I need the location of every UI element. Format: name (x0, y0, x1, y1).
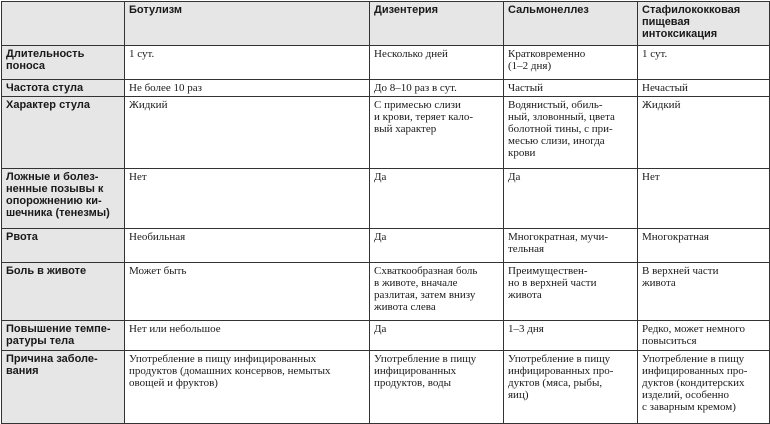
table-row (2, 229, 770, 263)
table-cell: Частый (504, 80, 638, 97)
table-cell: Многократная (638, 229, 770, 263)
header-staph-intoxication: Стафилококковая пищевая интоксикация (638, 2, 770, 46)
header-salmonellosis: Сальмонеллез (504, 2, 638, 46)
table-cell: Преимуществен- но в верхней части живота (504, 263, 638, 321)
table-cell: Нет (638, 169, 770, 229)
table-cell: Да (370, 229, 504, 263)
row-label: Рвота (2, 229, 125, 263)
table-cell: Водянистый, обиль- ный, зловонный, цвета болотной тины, с при- месью слизи, иногда крови (504, 97, 638, 169)
table-cell: Не более 10 раз (125, 80, 370, 97)
table-cell: Да (370, 169, 504, 229)
table-cell: С примесью слизи и крови, теряет кало- вый характер (370, 97, 504, 169)
table-cell: До 8–10 раз в сут. (370, 80, 504, 97)
table-cell: Может быть (125, 263, 370, 321)
table-cell: 1–3 дня (504, 321, 638, 351)
table-cell: Употребление в пищу инфицированных про- дуктов (кондитерских изделий, особенно с заварным кремом) (638, 351, 770, 424)
row-label: Длительность поноса (2, 46, 125, 80)
table-row (2, 80, 770, 97)
table-row (2, 46, 770, 80)
table-cell: 1 сут. (125, 46, 370, 80)
table-cell: Употребление в пищу инфицированных про- дуктов (мяса, рыбы, яиц) (504, 351, 638, 424)
header-row (2, 2, 770, 46)
header-botulism: Ботулизм (125, 2, 370, 46)
row-label: Ложные и болез- ненные позывы к опорожнению ки- шечника (тенезмы) (2, 169, 125, 229)
table-row (2, 263, 770, 321)
table-cell: Нет (125, 169, 370, 229)
table-cell: Несколько дней (370, 46, 504, 80)
table-cell: Да (504, 169, 638, 229)
table-row (2, 321, 770, 351)
header-corner (2, 2, 125, 46)
header-dysentery: Дизентерия (370, 2, 504, 46)
table-cell: В верхней части живота (638, 263, 770, 321)
row-label: Частота стула (2, 80, 125, 97)
table-cell: Многократная, мучи- тельная (504, 229, 638, 263)
table-cell: 1 сут. (638, 46, 770, 80)
table-cell: Нечастый (638, 80, 770, 97)
table-cell: Кратковременно (1–2 дня) (504, 46, 638, 80)
table-cell: Схваткообразная боль в животе, вначале разлитая, затем внизу живота слева (370, 263, 504, 321)
row-label: Характер стула (2, 97, 125, 169)
table-row (2, 169, 770, 229)
table-cell: Нет или небольшое (125, 321, 370, 351)
table-row (2, 97, 770, 169)
table-cell: Употребление в пищу инфицированных продуктов (домашних консервов, немытых овощей и фруктов) (125, 351, 370, 424)
row-label: Повышение темпе- ратуры тела (2, 321, 125, 351)
table-cell: Жидкий (638, 97, 770, 169)
table-cell: Употребление в пищу инфицированных продуктов, воды (370, 351, 504, 424)
table-cell: Жидкий (125, 97, 370, 169)
table-row (2, 351, 770, 424)
row-label: Причина заболе- вания (2, 351, 125, 424)
table-cell: Редко, может немного повыситься (638, 321, 770, 351)
row-label: Боль в животе (2, 263, 125, 321)
comparison-table (1, 1, 770, 424)
table-cell: Да (370, 321, 504, 351)
table-cell: Необильная (125, 229, 370, 263)
